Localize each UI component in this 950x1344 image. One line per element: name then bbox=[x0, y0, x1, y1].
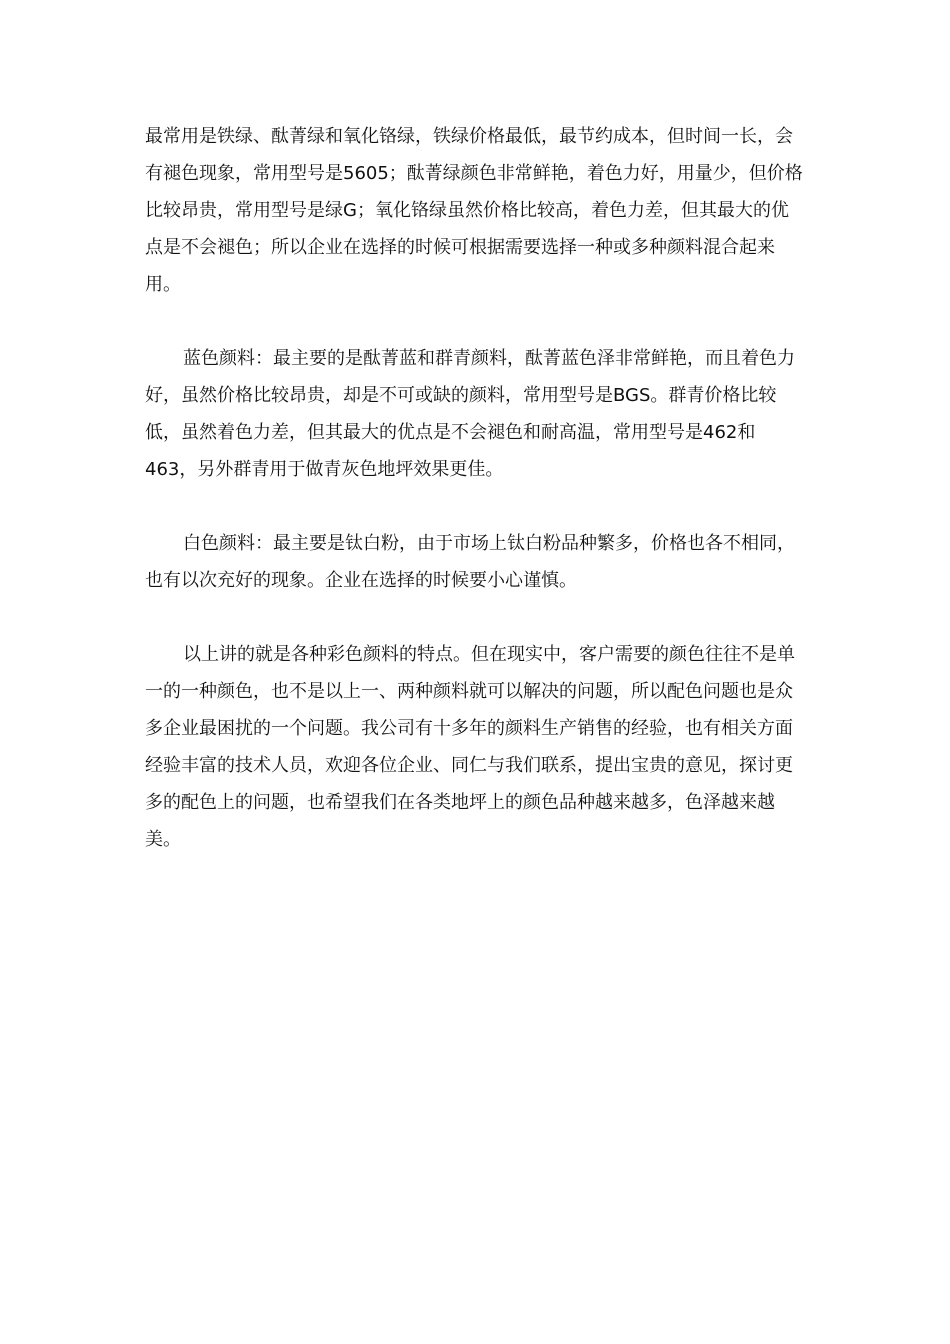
document-body bbox=[145, 118, 805, 895]
paragraph-blue-pigment: 蓝色颜料：最主要的是酞菁蓝和群青颜料，酞菁蓝色泽非常鲜艳，而且着色力好，虽然价格比较昂贵，却是不可或缺的颜料，常用型号是BGS。群青价格比较低，虽然着色力差，但其最大的优点是不会褪色和耐高温，常用型号是462和463，另外群青用于做青灰色地坪效果更佳。 bbox=[145, 348, 795, 480]
paragraph-summary: 以上讲的就是各种彩色颜料的特点。但在现实中，客户需要的颜色往往不是单一的一种颜色，也不是以上一、两种颜料就可以解决的问题，所以配色问题也是众多企业最困扰的一个问题。我公司有十多年的颜料生产销售的经验，也有相关方面经验丰富的技术人员，欢迎各位企业、同仁与我们联系，提出宝贵的意见，探讨更多的配色上的问题，也希望我们在各类地坪上的颜色品种越来越多，色泽越来越美。 bbox=[145, 644, 795, 850]
paragraph-white-pigment: 白色颜料：最主要是钛白粉，由于市场上钛白粉品种繁多，价格也各不相同，也有以次充好的现象。企业在选择的时候要小心谨慎。 bbox=[145, 533, 795, 591]
paragraph-green-pigment: 最常用是铁绿、酞菁绿和氧化铬绿，铁绿价格最低，最节约成本，但时间一长，会有褪色现象，常用型号是5605；酞菁绿颜色非常鲜艳，着色力好，用量少，但价格比较昂贵，常用型号是绿G；氧化铬绿虽然价格比较高，着色力差，但其最大的优点是不会褪色；所以企业在选择的时候可根据需要选择一种或多种颜料混合起来用。 bbox=[145, 126, 803, 295]
